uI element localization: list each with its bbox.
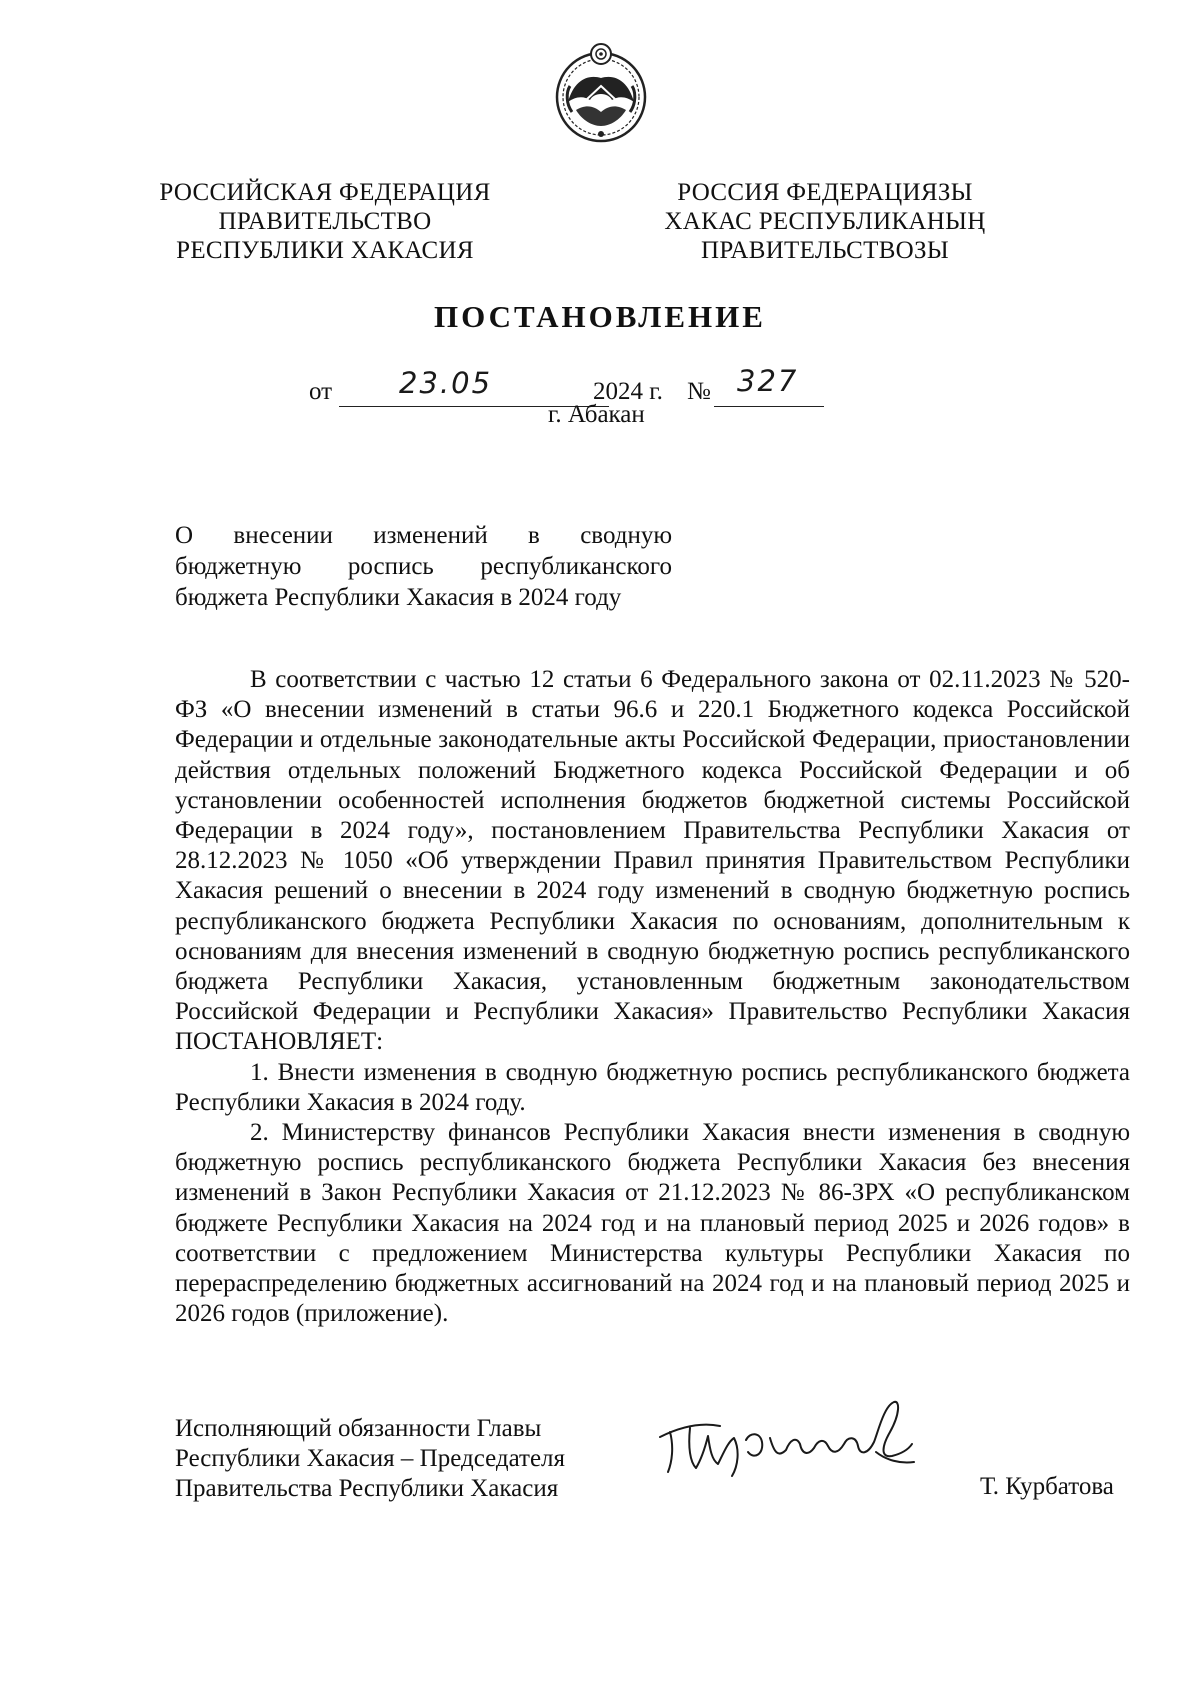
signer-position [175, 1414, 565, 1504]
document-title: ПОСТАНОВЛЕНИЕ [434, 299, 766, 334]
year-label: 2024 г. [593, 378, 663, 405]
signer-position-line: Правительства Республики Хакасия [175, 1475, 559, 1502]
signer-position-line: Исполняющий обязанности Главы [175, 1415, 542, 1442]
subject-line: бюджетную роспись республиканского [175, 553, 672, 580]
signer-position-line: Республики Хакасия – Председателя [175, 1445, 566, 1472]
header-left-line: РОССИЙСКАЯ ФЕДЕРАЦИЯ [159, 179, 491, 206]
header-right-line: ПРАВИТЕЛЬСТВОЗЫ [701, 237, 949, 264]
body-paragraph: В соответствии с частью 12 статьи 6 Федерального закона от 02.11.2023 № 520-ФЗ «О внесении изменений в статьи 96.6 и 220.1 Бюджетного кодекса Российской Федерации и отдельные законодательные акты Российской Федерации, приостановлении действия отдельных положений Бюджетного кодекса Российской Федерации и об установлении особенностей исполнения бюджетов бюджетной системы Российской Федерации в 2024 году», постановлением Правительства Республики Хакасия от 28.12.2023 № 1050 «Об утверждении Правил принятия Правительством Республики Хакасия решений о внесении в 2024 году изменений в сводную бюджетную роспись республиканского бюджета Республики Хакасия по основаниям, дополнительным к основаниям для внесения изменений в сводную бюджетную роспись республиканского бюджета Республики Хакасия, установленным бюджетным законодательством Российской Федерации и Республики Хакасия» Правительство Республики Хакасия ПОСТАНОВЛЯЕТ: [175, 666, 1130, 1056]
body-paragraph: 2. Министерству финансов Республики Хакасия внести изменения в сводную бюджетную роспись республиканского бюджета Республики Хакасия без внесения изменений в Закон Республики Хакасия от 21.12.2023 № 86-ЗРХ «О республиканском бюджете Республики Хакасия на 2024 год и на плановый период 2025 и 2026 годов» в соответствии с предложением Министерства культуры Республики Хакасия по перераспределению бюджетных ассигнований на 2024 год и на плановый период 2025 и 2026 годов (приложение). [175, 1119, 1130, 1328]
subject-line: бюджета Республики Хакасия в 2024 году [175, 584, 622, 611]
header-left-block [150, 178, 500, 265]
number-label: № [687, 378, 711, 405]
signer-name: Т. Курбатова [980, 1473, 1114, 1500]
header-right-line: ХАКАС РЕСПУБЛИКАНЫҢ [664, 208, 986, 235]
handwritten-signature [650, 1392, 920, 1482]
subject-line: О внесении изменений в сводную [175, 522, 672, 549]
header-left-line: ПРАВИТЕЛЬСТВО [218, 208, 432, 235]
handwritten-date: 23.05 [399, 366, 493, 400]
header-left-line: РЕСПУБЛИКИ ХАКАСИЯ [176, 237, 474, 264]
city-label: г. Абакан [548, 401, 645, 428]
document-subject [175, 520, 672, 613]
header-right-block [640, 178, 1010, 265]
coat-of-arms-emblem [546, 40, 656, 146]
handwritten-number: 327 [737, 364, 799, 398]
date-prefix: от [309, 378, 333, 405]
body-paragraph: 1. Внести изменения в сводную бюджетную роспись республиканского бюджета Республики Хакасия в 2024 году. [175, 1058, 1130, 1116]
number-underline [714, 406, 824, 407]
header-right-line: РОССИЯ ФЕДЕРАЦИЯЗЫ [677, 179, 973, 206]
document-body [175, 665, 1130, 1329]
